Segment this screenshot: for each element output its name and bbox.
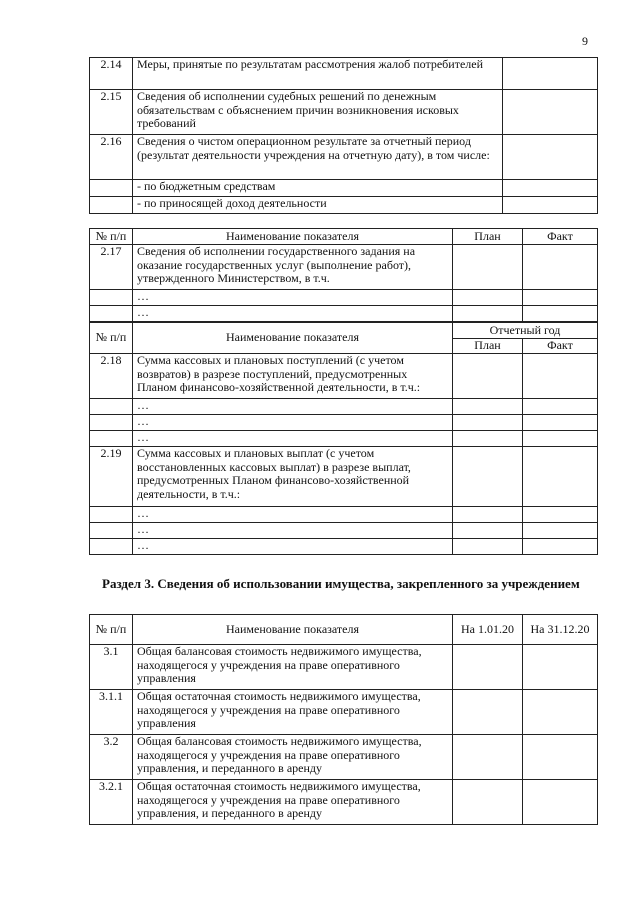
table-row [90, 290, 598, 306]
row-number: 3.2 [90, 735, 133, 780]
ellipsis-cell: … [133, 431, 453, 447]
table-row [90, 415, 598, 431]
row-number: 2.15 [90, 90, 133, 135]
value-cell [523, 690, 598, 735]
row-text: Меры, принятые по результатам рассмотрения жалоб потребителей [133, 58, 503, 90]
table-row [90, 245, 598, 290]
row-text: Сумма кассовых и плановых поступлений (с учетом возвратов) в разрезе поступлений, предусмотренных Планом финансово-хозяйственной деятельности, в т.ч.: [133, 354, 453, 399]
value-cell [523, 735, 598, 780]
table-row [90, 90, 598, 135]
value-cell [453, 645, 523, 690]
row-number: 2.16 [90, 135, 133, 180]
table-row [90, 447, 598, 507]
row-number: 3.1 [90, 645, 133, 690]
table-row [90, 539, 598, 555]
header-fact: Факт [523, 229, 598, 245]
header-plan: План [453, 339, 523, 354]
table-row [90, 690, 598, 735]
row-number: 2.19 [90, 447, 133, 507]
table-row [90, 431, 598, 447]
value-cell [503, 135, 598, 180]
value-cell [503, 58, 598, 90]
table-header-row [90, 229, 598, 245]
row-text: Сведения об исполнении государственного задания на оказание государственных услуг (выполнение работ), утвержденного Министерством, в т.ч. [133, 245, 453, 290]
table-row [90, 399, 598, 415]
ellipsis-cell: … [133, 399, 453, 415]
row-text: Общая балансовая стоимость недвижимого имущества, находящегося у учреждения на праве оперативного управления, и переданного в аренду [133, 735, 453, 780]
table-row [90, 197, 598, 214]
row-text: Сумма кассовых и плановых выплат (с учетом восстановленных кассовых выплат) в разрезе выплат, предусмотренных Планом финансово-хозяйственной деятельности, в т.ч.: [133, 447, 453, 507]
table-row [90, 507, 598, 523]
table-row [90, 180, 598, 197]
row-text: Общая балансовая стоимость недвижимого имущества, находящегося у учреждения на праве оперативного управления [133, 645, 453, 690]
table-row [90, 523, 598, 539]
row-text: Сведения о чистом операционном результате за отчетный период (результат деятельности учреждения на отчетную дату), в том числе: [133, 135, 503, 180]
value-cell [503, 90, 598, 135]
header-num: № п/п [90, 229, 133, 245]
header-num: № п/п [90, 323, 133, 354]
page-number: 9 [582, 34, 588, 48]
table-header-row [90, 615, 598, 645]
table-row [90, 780, 598, 825]
table-cash-flows [89, 322, 598, 555]
ellipsis-cell: … [133, 415, 453, 431]
ellipsis-cell: … [133, 523, 453, 539]
table-state-task [89, 228, 598, 322]
row-number: 2.17 [90, 245, 133, 290]
header-start-date: На 1.01.20 [453, 615, 523, 645]
header-name: Наименование показателя [133, 615, 453, 645]
table-row [90, 645, 598, 690]
header-name: Наименование показателя [133, 323, 453, 354]
section-3-title: Раздел 3. Сведения об использовании имущества, закрепленного за учреждением [102, 576, 580, 591]
value-cell [453, 780, 523, 825]
header-name: Наименование показателя [133, 229, 453, 245]
value-cell [503, 180, 598, 197]
ellipsis-cell: … [133, 507, 453, 523]
value-cell [453, 447, 523, 507]
ellipsis-cell: … [133, 306, 453, 322]
value-cell [523, 780, 598, 825]
row-text: Сведения об исполнении судебных решений по денежным обязательствам с объяснением причин возникновения исковых требований [133, 90, 503, 135]
value-cell [523, 354, 598, 399]
row-number [90, 197, 133, 214]
value-cell [453, 245, 523, 290]
row-text: Общая остаточная стоимость недвижимого имущества, находящегося у учреждения на праве оперативного управления, и переданного в аренду [133, 780, 453, 825]
value-cell [453, 690, 523, 735]
header-year: Отчетный год [453, 323, 598, 339]
table-header-row [90, 323, 598, 339]
row-number: 3.1.1 [90, 690, 133, 735]
table-row [90, 354, 598, 399]
value-cell [503, 197, 598, 214]
header-plan: План [453, 229, 523, 245]
table-results [89, 57, 598, 214]
ellipsis-cell: … [133, 539, 453, 555]
value-cell [453, 354, 523, 399]
row-text: - по приносящей доход деятельности [133, 197, 503, 214]
table-row [90, 306, 598, 322]
table-row [90, 135, 598, 180]
row-text: - по бюджетным средствам [133, 180, 503, 197]
header-fact: Факт [523, 339, 598, 354]
header-num: № п/п [90, 615, 133, 645]
row-number: 3.2.1 [90, 780, 133, 825]
table-row [90, 58, 598, 90]
row-number: 2.18 [90, 354, 133, 399]
value-cell [523, 245, 598, 290]
value-cell [453, 735, 523, 780]
row-text: Общая остаточная стоимость недвижимого имущества, находящегося у учреждения на праве оперативного управления [133, 690, 453, 735]
table-property [89, 614, 598, 825]
header-end-date: На 31.12.20 [523, 615, 598, 645]
value-cell [523, 645, 598, 690]
row-number: 2.14 [90, 58, 133, 90]
row-number [90, 180, 133, 197]
ellipsis-cell: … [133, 290, 453, 306]
table-row [90, 735, 598, 780]
value-cell [523, 447, 598, 507]
